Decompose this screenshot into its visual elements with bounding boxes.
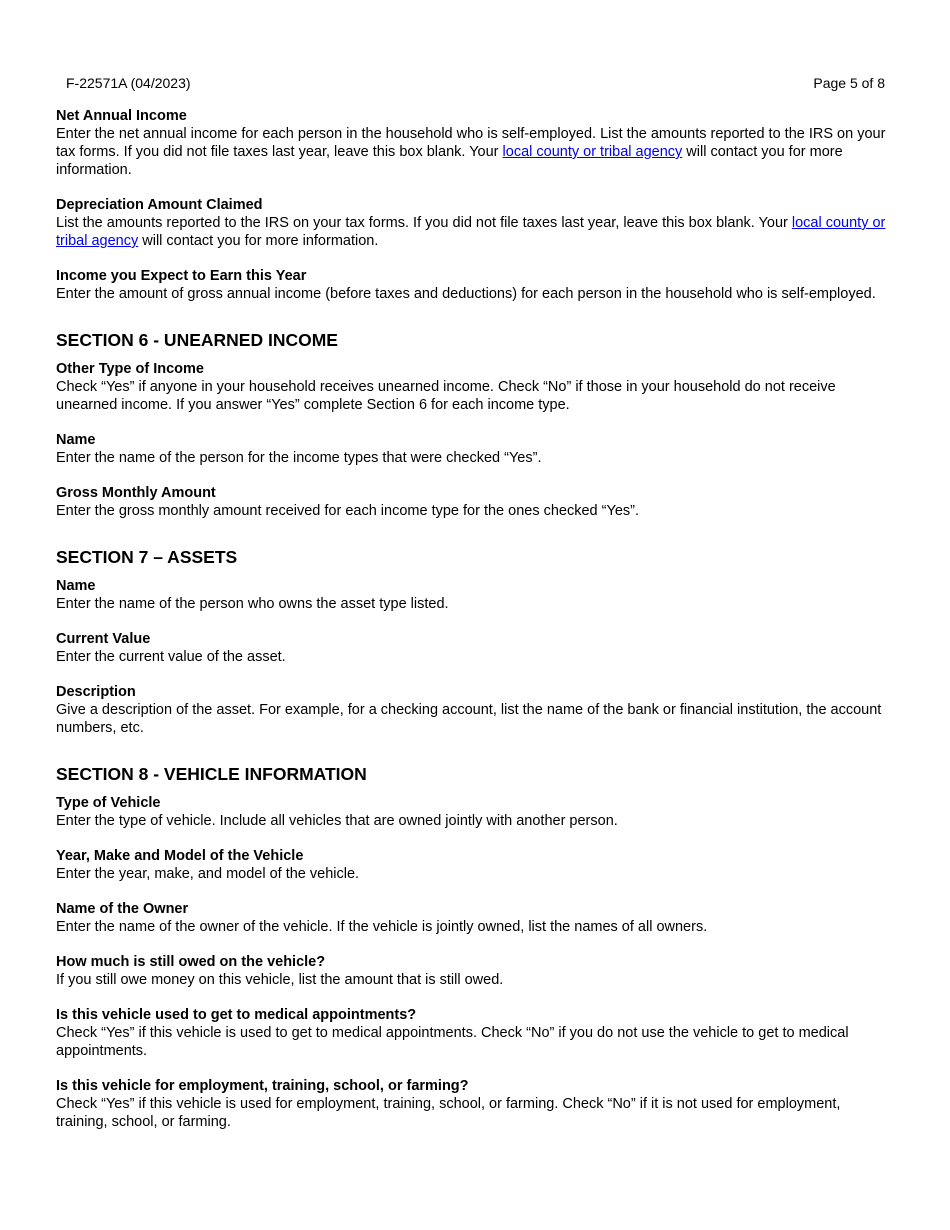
item-text: Enter the amount of gross annual income (before taxes and deductions) for each person in the household who is self-employed.: [56, 286, 876, 302]
form-id: F-22571A (04/2023): [66, 75, 191, 91]
expected-income-item: [56, 267, 894, 303]
list-item: [56, 484, 894, 520]
item-title: Year, Make and Model of the Vehicle: [56, 848, 304, 864]
item-text: Check “Yes” if anyone in your household receives unearned income. Check “No” if those in your household do not receive unearned income. If you answer “Yes” complete Section 6 for each income type.: [56, 379, 836, 413]
item-text: Enter the gross monthly amount received for each income type for the ones checked “Yes”.: [56, 503, 639, 519]
list-item: [56, 431, 894, 467]
item-title: Income you Expect to Earn this Year: [56, 268, 307, 284]
item-title: How much is still owed on the vehicle?: [56, 954, 326, 970]
list-item: [56, 360, 894, 414]
text-part: will contact you for more information.: [138, 233, 379, 249]
item-text: [56, 125, 894, 179]
item-text: Enter the year, make, and model of the vehicle.: [56, 866, 360, 882]
item-text: Enter the name of the person who owns the asset type listed.: [56, 596, 449, 612]
item-title: Is this vehicle used to get to medical appointments?: [56, 1007, 417, 1023]
list-item: [56, 794, 894, 830]
item-title: Net Annual Income: [56, 108, 187, 124]
list-item: [56, 953, 894, 989]
list-item: [56, 630, 894, 666]
list-item: [56, 900, 894, 936]
item-title: Name of the Owner: [56, 901, 189, 917]
page-number: Page 5 of 8: [813, 75, 885, 91]
text-part: List the amounts reported to the IRS on your tax forms. If you did not file taxes last year, leave this box blank. Your: [56, 215, 792, 231]
section-8-heading: SECTION 8 - VEHICLE INFORMATION: [56, 764, 367, 784]
item-text: Give a description of the asset. For example, for a checking account, list the name of the bank or financial institution, the account numbers, etc.: [56, 702, 882, 736]
list-item: [56, 847, 894, 883]
item-text: Enter the name of the owner of the vehicle. If the vehicle is jointly owned, list the names of all owners.: [56, 919, 708, 935]
item-text: Check “Yes” if this vehicle is used to get to medical appointments. Check “No” if you do not use the vehicle to get to medical appointments.: [56, 1025, 849, 1059]
net-annual-income-item: [56, 107, 894, 179]
item-title: Name: [56, 578, 96, 594]
list-item: [56, 1077, 894, 1131]
item-title: Description: [56, 684, 136, 700]
section-6-heading: SECTION 6 - UNEARNED INCOME: [56, 330, 338, 350]
item-text: Enter the current value of the asset.: [56, 649, 286, 665]
depreciation-item: [56, 196, 894, 250]
item-text: Check “Yes” if this vehicle is used for employment, training, school, or farming. Check “No” if it is not used for employment, training, school, or farming.: [56, 1096, 841, 1130]
item-title: Is this vehicle for employment, training, school, or farming?: [56, 1078, 469, 1094]
item-title: Current Value: [56, 631, 151, 647]
local-agency-link[interactable]: local county or tribal agency: [56, 215, 886, 249]
list-item: [56, 1006, 894, 1060]
item-text: [56, 214, 894, 250]
list-item: [56, 683, 894, 737]
document-body: [56, 107, 894, 1148]
section-7-heading: SECTION 7 – ASSETS: [56, 547, 238, 567]
text-part: will contact you for more information.: [56, 144, 843, 178]
local-agency-link[interactable]: local county or tribal agency: [502, 144, 683, 160]
item-title: Type of Vehicle: [56, 795, 161, 811]
item-title: Depreciation Amount Claimed: [56, 197, 263, 213]
text-part: Enter the net annual income for each person in the household who is self-employed. List the amounts reported to the IRS on your tax forms. If you did not file taxes last year, leave this box blank. Your: [56, 126, 886, 160]
item-title: Name: [56, 432, 96, 448]
item-title: Other Type of Income: [56, 361, 204, 377]
item-text: Enter the name of the person for the income types that were checked “Yes”.: [56, 450, 542, 466]
item-title: Gross Monthly Amount: [56, 485, 216, 501]
item-text: If you still owe money on this vehicle, list the amount that is still owed.: [56, 972, 504, 988]
item-text: Enter the type of vehicle. Include all vehicles that are owned jointly with another person.: [56, 813, 618, 829]
list-item: [56, 577, 894, 613]
